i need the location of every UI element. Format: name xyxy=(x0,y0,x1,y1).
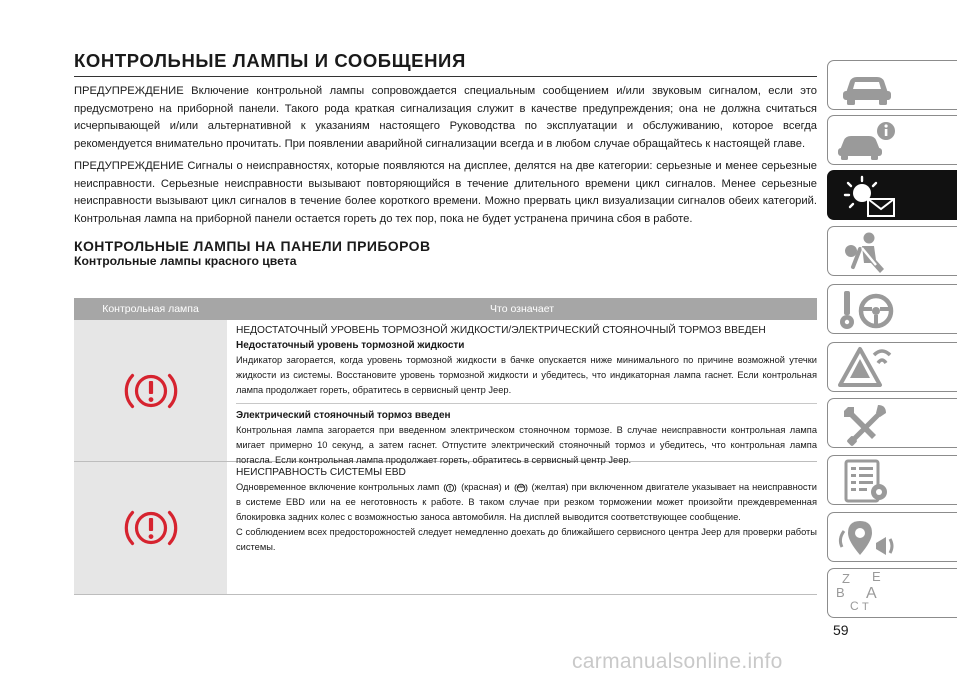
row-subtitle-brake-fluid: Недостаточный уровень тормозной жидкости xyxy=(236,340,465,351)
row-subtitle-parking-brake: Электрический стояночный тормоз введен xyxy=(236,410,451,421)
multimedia-icon xyxy=(836,515,900,561)
table-row xyxy=(74,320,817,465)
car-icon xyxy=(836,63,900,109)
section-title: КОНТРОЛЬНЫЕ ЛАМПЫ НА ПАНЕЛИ ПРИБОРОВ xyxy=(74,238,431,254)
divider xyxy=(236,403,817,404)
brake-warning-icon xyxy=(121,361,181,421)
brake-warning-icon xyxy=(443,482,457,494)
row-title: НЕДОСТАТОЧНЫЙ УРОВЕНЬ ТОРМОЗНОЙ ЖИДКОСТИ/ЭЛЕКТРИЧЕСКИЙ СТОЯНОЧНЫЙ ТОРМОЗ ВВЕДЕН xyxy=(236,325,766,336)
chapter-tab-safety[interactable] xyxy=(827,226,957,276)
index-letter-e: E xyxy=(872,569,881,584)
index-letter-t: T xyxy=(862,601,869,613)
chapter-tab-multimedia[interactable] xyxy=(827,512,957,562)
airbag-seatbelt-icon xyxy=(836,229,900,275)
warning-paragraph-1: ПРЕДУПРЕЖДЕНИЕ Включение контрольной лампы сопровождается специальным сообщением и/или звуковым сигналом, если это предусмотрено на приборной панели. Такого рода краткая сигнализация служит в качестве предупреждения; она не должна считаться исчерпывающей и/или альтернативной к указаниям настоящего Руководства по эксплуатации и обслуживанию, которое всегда рекомендуется внимательно прочитать. При появлении аварийной сигнализации всегда и в любом случае обращайтесь к настоящей главе. xyxy=(74,85,817,150)
chapter-tab-index[interactable] xyxy=(827,568,957,618)
abs-icon: ABS xyxy=(514,482,528,494)
warning-light-message-icon xyxy=(836,173,900,219)
index-letter-c: C xyxy=(850,599,859,613)
row-title: НЕИСПРАВНОСТЬ СИСТЕМЫ EBD xyxy=(236,467,406,478)
tools-icon xyxy=(836,401,900,447)
watermark: carmanualsonline.info xyxy=(572,650,783,673)
steering-wheel-key-icon xyxy=(836,287,900,333)
subsection-title: Контрольные лампы красного цвета xyxy=(74,254,297,268)
row-text-ebd-advice: С соблюдением всех предосторожностей следует немедленно доехать до ближайшего сервисного центра Jeep для проверки работы системы. xyxy=(236,527,817,552)
row-text-ebd: Одновременное включение контрольных ламп (красная) и ABS (желтая) при включенном двигателе указывает на неисправности в системе EBD или на ее неготовность к работе. В таком случае при резком торможении может произойти преждевременная блокировка задних колес с возможностью заноса автомобиля. На дисплей выводится соответствующее сообщение. xyxy=(236,482,817,522)
header-warning-light: Контрольная лампа xyxy=(102,303,199,315)
chapter-tab-warning-lights[interactable] xyxy=(827,170,957,220)
chapter-tab-technical-data[interactable] xyxy=(827,455,957,505)
warning-lights-table xyxy=(74,298,817,595)
car-info-icon xyxy=(836,118,900,164)
chapter-tab-getting-to-know[interactable] xyxy=(827,115,957,165)
page-number: 59 xyxy=(833,622,849,638)
row-text-brake-fluid: Индикатор загорается, когда уровень тормозной жидкости в бачке опускается ниже минимального по причине возможной утечки жидкости из системы. Восстановите уровень тормозной жидкости и убедитесь, что индикаторная лампа гаснет. Если контрольная лампа продолжает гореть, обратитесь в сервисный центр Jeep. xyxy=(236,355,817,395)
icon-cell xyxy=(74,462,229,594)
warning-paragraph-2: ПРЕДУПРЕЖДЕНИЕ Сигналы о неисправностях, которые появляются на дисплее, делятся на две категории: серьезные и менее серьезные неисправности. Серьезные неисправности вызывают повторяющийся в течение длительного времени цикл сигналов. Менее серьезные неисправности вызывают цикл сигналов в течение более короткого времени. Можно прервать цикл визуализации сигналов обеих категорий. Контрольная лампа на приборной панели остается гореть до тех пор, пока не будет устранена причина сбоя в работе. xyxy=(74,160,817,225)
index-letter-b: B xyxy=(836,585,845,600)
chapter-tab-servicing[interactable] xyxy=(827,398,957,448)
table-row xyxy=(74,462,817,595)
chapter-tab-vehicle[interactable] xyxy=(827,60,957,110)
row-text-parking-brake: Контрольная лампа загорается при введенном электрическом стояночном тормозе. В случае неисправности контрольная лампа мигает примерно 10 секунд, а затем гаснет. Отпустите электрический стояночный тормоз и убедитесь, что контрольная лампа погасла. Если контрольная лампа продолжает гореть, обратитесь в сервисный центр Jeep. xyxy=(236,425,817,465)
chapter-tab-emergency[interactable] xyxy=(827,342,957,392)
brake-warning-icon xyxy=(121,498,181,558)
index-letter-z: Z xyxy=(842,571,850,586)
page-content xyxy=(74,50,817,268)
icon-cell xyxy=(74,320,229,461)
technical-data-icon xyxy=(836,458,900,504)
meaning-cell xyxy=(229,462,817,594)
chapter-tab-starting-driving[interactable] xyxy=(827,284,957,334)
index-letter-a: A xyxy=(866,585,877,602)
table-header xyxy=(74,298,817,320)
emergency-triangle-icon xyxy=(836,345,900,391)
header-meaning: Что означает xyxy=(490,303,554,315)
page-title: КОНТРОЛЬНЫЕ ЛАМПЫ И СООБЩЕНИЯ xyxy=(74,50,817,77)
meaning-cell xyxy=(229,320,817,465)
